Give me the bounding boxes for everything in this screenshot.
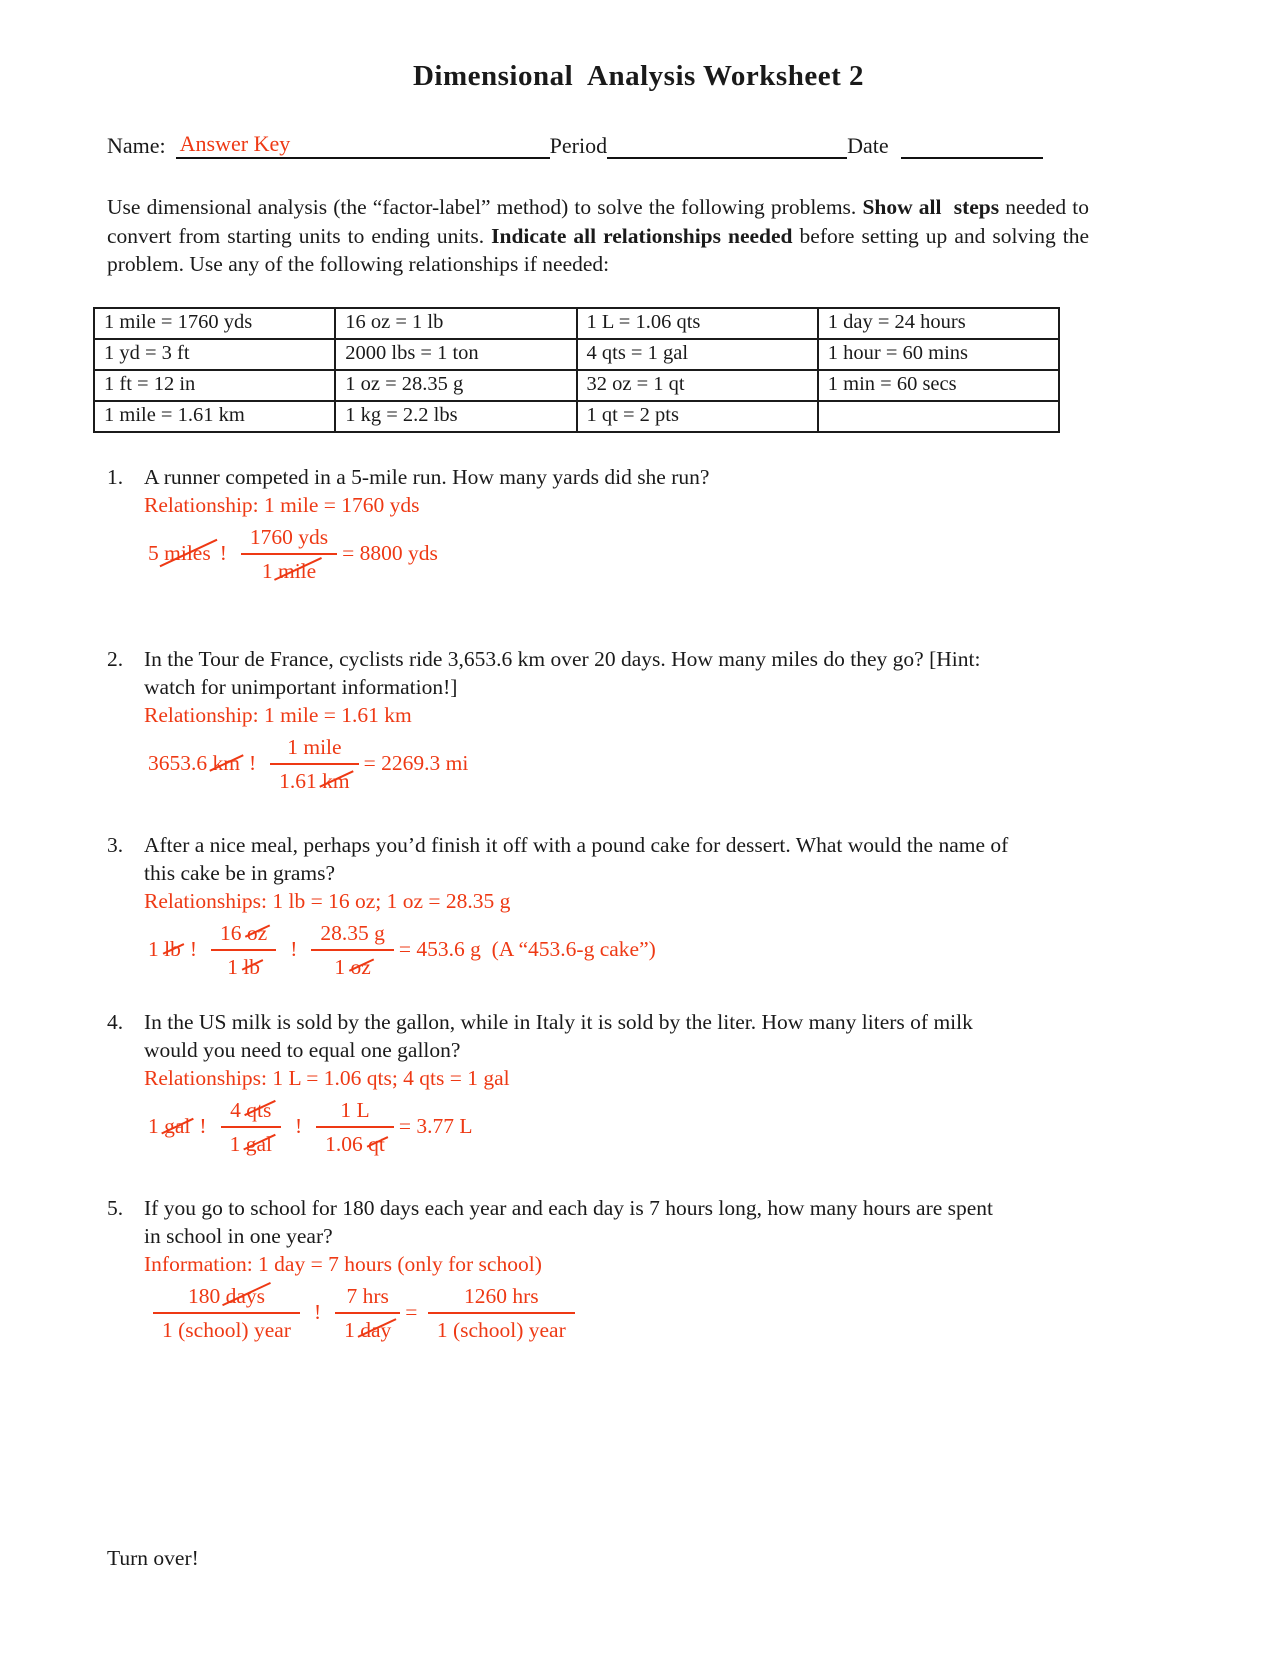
conversion-cell: 1 kg = 2.2 lbs [335, 401, 576, 432]
fraction [270, 734, 358, 794]
cancelled-unit: day [360, 1317, 392, 1342]
period-label: Period [549, 133, 608, 158]
work-text: 1 [344, 1317, 361, 1342]
work-text: 1 mile [287, 734, 342, 759]
name-value: Answer Key [179, 131, 291, 156]
fraction [211, 920, 276, 980]
conversion-table-body [94, 308, 1059, 432]
multiply-symbol: ! [290, 937, 298, 961]
question-line: If you go to school for 180 days each year and each day is 7 hours long, how many hours are spent [144, 1195, 994, 1220]
problem-body [144, 1194, 1170, 1344]
problem [107, 1194, 1170, 1344]
relationship-line: Relationships: 1 lb = 16 oz; 1 oz = 28.35 g [144, 888, 511, 913]
fraction-numerator [316, 1097, 394, 1126]
fraction-denominator [428, 1312, 575, 1343]
multiply-symbol: ! [189, 937, 198, 961]
work-text: 1260 hrs [463, 1283, 539, 1308]
turn-over-note: Turn over! [107, 1546, 199, 1570]
work-text: 4 [230, 1097, 247, 1122]
name-field [176, 131, 550, 159]
fraction [316, 1097, 394, 1157]
work-text: 1 L [340, 1097, 370, 1122]
cancelled-unit: lb [164, 937, 181, 961]
work-text: 3653.6 [148, 751, 213, 775]
work-text: 1760 yds [249, 524, 329, 549]
work-equation [148, 1282, 1170, 1344]
name-label: Name: [107, 133, 166, 158]
problem [107, 1008, 1170, 1158]
name-row [107, 131, 1170, 159]
conversion-cell: 4 qts = 1 gal [577, 339, 818, 370]
problem [107, 463, 1170, 585]
fraction-numerator [270, 734, 358, 763]
problem-body [144, 1008, 1170, 1158]
conversion-table [93, 307, 1060, 433]
fraction-denominator [311, 949, 394, 980]
question-line: would you need to equal one gallon? [144, 1037, 461, 1062]
work-text: 5 [148, 541, 165, 565]
cancelled-unit: oz [246, 920, 268, 945]
problem-number: 5. [107, 1195, 124, 1220]
conversion-table-row [94, 401, 1059, 432]
fraction-denominator [221, 1126, 281, 1157]
fraction [311, 920, 394, 980]
work-text: 1 [148, 937, 165, 961]
fraction [335, 1283, 400, 1343]
problem-number: 3. [107, 832, 124, 857]
conversion-table-row [94, 370, 1059, 401]
conversion-cell: 1 mile = 1760 yds [94, 308, 335, 339]
work-equation [148, 523, 1170, 585]
fraction-numerator [153, 1283, 300, 1312]
work-text: 7 hrs [346, 1283, 389, 1308]
date-label: Date [847, 133, 889, 158]
problem-body [144, 831, 1170, 981]
fraction-denominator [241, 553, 337, 584]
work-text: 1.61 [279, 768, 323, 793]
question-line: this cake be in grams? [144, 860, 336, 885]
cancelled-unit: gal [245, 1131, 272, 1156]
fraction-numerator [335, 1283, 400, 1312]
multiply-symbol: ! [199, 1114, 207, 1138]
problem-number: 2. [107, 646, 124, 671]
conversion-table-row [94, 339, 1059, 370]
relationship-line: Relationship: 1 mile = 1.61 km [144, 702, 412, 727]
conversion-cell: 1 min = 60 secs [818, 370, 1059, 401]
fraction-numerator [311, 920, 394, 949]
problem-number: 1. [107, 464, 124, 489]
fraction-denominator [211, 949, 276, 980]
work-text: = 3.77 L [398, 1114, 473, 1138]
fraction [221, 1097, 281, 1157]
work-text: 180 [187, 1283, 226, 1308]
conversion-cell: 1 hour = 60 mins [818, 339, 1059, 370]
question-line: in school in one year? [144, 1223, 333, 1248]
cancelled-unit: qt [368, 1131, 385, 1156]
problem-number: 4. [107, 1009, 124, 1034]
instructions [107, 193, 1095, 279]
question-line: In the US milk is sold by the gallon, while in Italy it is sold by the liter. How many liters of milk [144, 1009, 973, 1034]
problem-body [144, 463, 1170, 585]
work-equation [148, 919, 1170, 981]
work-text: 1 [227, 954, 244, 979]
question-line: In the Tour de France, cyclists ride 3,653.6 km over 20 days. How many miles do they go? [Hint: [144, 646, 981, 671]
instruction-bold-segment: Indicate all relationships needed [491, 223, 793, 248]
cancelled-unit: gal [164, 1114, 191, 1138]
work-text: 16 [220, 920, 247, 945]
problem [107, 645, 1170, 795]
period-field [607, 131, 847, 159]
conversion-cell: 1 yd = 3 ft [94, 339, 335, 370]
conversion-cell: 1 mile = 1.61 km [94, 401, 335, 432]
work-text: 1 (school) year [162, 1317, 291, 1342]
instruction-bold-segment: Show all steps [862, 195, 1000, 219]
fraction-denominator [316, 1126, 394, 1157]
relationship-line: Relationship: 1 mile = 1760 yds [144, 492, 420, 517]
work-text: = 2269.3 mi [363, 751, 469, 775]
fraction [428, 1283, 575, 1343]
instruction-segment: before setting up and solving the problem. Use any of the following relationships if needed: [107, 223, 1095, 276]
conversion-cell: 1 qt = 2 pts [577, 401, 818, 432]
multiply-symbol: ! [294, 1114, 303, 1138]
fraction-numerator [428, 1283, 575, 1312]
relationship-line: Information: 1 day = 7 hours (only for school) [144, 1251, 542, 1276]
fraction [153, 1283, 300, 1343]
problems [107, 463, 1170, 1344]
relationship-line: Relationships: 1 L = 1.06 qts; 4 qts = 1 gal [144, 1065, 510, 1090]
work-equation [148, 1096, 1170, 1158]
cancelled-unit: km [212, 751, 240, 775]
work-equation [148, 733, 1170, 795]
cancelled-unit: days [225, 1283, 265, 1308]
work-text: 1 [229, 1131, 246, 1156]
multiply-symbol: ! [313, 1300, 322, 1324]
problem [107, 831, 1170, 981]
work-text: 1 [334, 954, 351, 979]
conversion-cell: 2000 lbs = 1 ton [335, 339, 576, 370]
cancelled-unit: miles [164, 541, 211, 565]
date-field [901, 131, 1043, 159]
conversion-cell: 1 ft = 12 in [94, 370, 335, 401]
multiply-symbol: ! [248, 751, 257, 775]
fraction-denominator [335, 1312, 400, 1343]
work-text: 1.06 [325, 1131, 369, 1156]
question-line: After a nice meal, perhaps you’d finish it off with a pound cake for dessert. What would the name of [144, 832, 1009, 857]
fraction-denominator [153, 1312, 300, 1343]
work-text: 1 [148, 1114, 165, 1138]
work-text: 28.35 g [320, 920, 385, 945]
fraction-numerator [241, 524, 337, 553]
fraction [241, 524, 337, 584]
question-line: A runner competed in a 5-mile run. How many yards did she run? [144, 464, 710, 489]
conversion-cell [818, 401, 1059, 432]
cancelled-unit: mile [277, 558, 317, 583]
cancelled-unit: lb [243, 954, 261, 979]
problem-body [144, 645, 1170, 795]
work-text: 1 (school) year [436, 1317, 566, 1342]
fraction-numerator [211, 920, 276, 949]
conversion-cell: 16 oz = 1 lb [335, 308, 576, 339]
conversion-cell: 1 oz = 28.35 g [335, 370, 576, 401]
fraction-numerator [221, 1097, 281, 1126]
work-text: 1 [261, 558, 278, 583]
conversion-table-row [94, 308, 1059, 339]
cancelled-unit: oz [350, 954, 371, 979]
work-text: = 8800 yds [342, 541, 438, 565]
instruction-segment: Use dimensional analysis (the “factor-label” method) to solve the following problems. [107, 195, 863, 219]
conversion-cell: 1 L = 1.06 qts [577, 308, 818, 339]
fraction-denominator [270, 763, 358, 794]
conversion-cell: 32 oz = 1 qt [577, 370, 818, 401]
cancelled-unit: qts [246, 1097, 272, 1122]
conversion-cell: 1 day = 24 hours [818, 308, 1059, 339]
page-title: Dimensional Analysis Worksheet 2 [412, 60, 865, 92]
cancelled-unit: km [322, 768, 350, 793]
work-text: = [405, 1300, 423, 1324]
question-line: watch for unimportant information!] [144, 674, 458, 699]
work-text: = 453.6 g (A “453.6-g cake”) [398, 937, 656, 961]
multiply-symbol: ! [219, 541, 227, 565]
instruction-segment: needed to convert from starting units to ending units. [107, 195, 1095, 248]
